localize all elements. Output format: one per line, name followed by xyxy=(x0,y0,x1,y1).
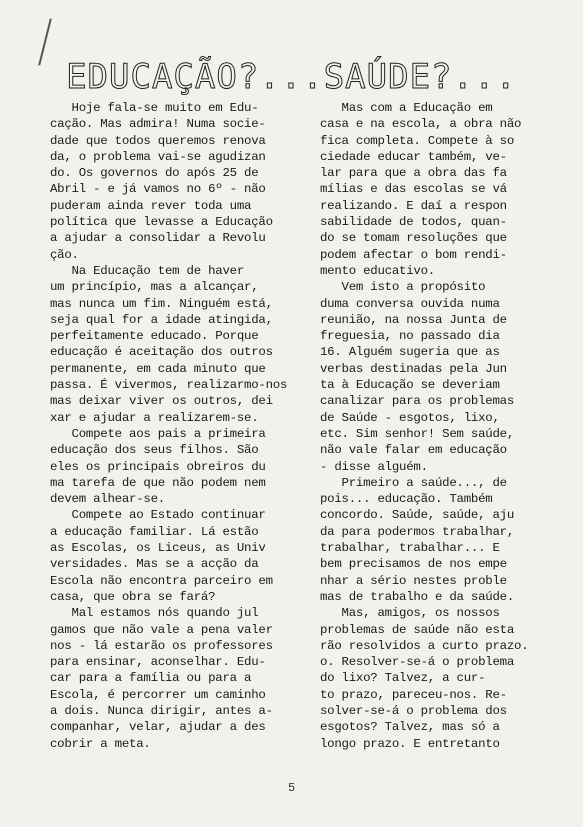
text-line: Mal estamos nós quando jul xyxy=(50,606,259,621)
text-line: ma tarefa de que não podem nem xyxy=(50,475,266,490)
text-line: Primeiro a saúde..., de xyxy=(320,475,507,490)
text-line: mas deixar viver os outros, dei xyxy=(50,394,273,409)
text-line: de Saúde - esgotos, lixo, xyxy=(320,410,500,425)
text-line: rão resolvidos a curto prazo. xyxy=(320,638,529,653)
text-line: nos - lá estarão os professores xyxy=(50,638,273,653)
text-line: companhar, velar, ajudar a des xyxy=(50,720,266,735)
text-line: - disse alguém. xyxy=(320,459,428,474)
text-line: cobrir a meta. xyxy=(50,736,151,751)
text-line: Escola, é percorrer um caminho xyxy=(50,687,266,702)
text-line: educação dos seus filhos. São xyxy=(50,443,259,458)
text-line: Mas com a Educação em xyxy=(320,101,493,115)
text-line: o. Resolver-se-á o problema xyxy=(320,655,515,670)
text-line: solver-se-á o problema dos xyxy=(320,703,507,718)
left-column xyxy=(50,100,305,752)
text-line: duma conversa ouvida numa xyxy=(320,296,500,311)
text-line: Escola não encontra parceiro em xyxy=(50,573,273,588)
text-line: do. Os governos do após 25 de xyxy=(50,166,259,181)
text-line: política que levasse a Educação xyxy=(50,215,273,230)
right-column xyxy=(320,100,550,752)
text-line: bem precisamos de nos empe xyxy=(320,557,507,572)
text-line: casa e na escola, a obra não xyxy=(320,117,522,132)
text-line: 16. Alguém sugeria que as xyxy=(320,345,500,360)
text-line: as Escolas, os Liceus, as Univ xyxy=(50,541,266,556)
text-line: fica completa. Compete à so xyxy=(320,133,515,148)
text-line: Na Educação tem de haver xyxy=(50,263,245,278)
text-line: mento educativo. xyxy=(320,263,435,278)
text-line: Hoje fala-se muito em Edu- xyxy=(50,101,259,115)
text-line: gamos que não vale a pena valer xyxy=(50,622,273,637)
text-line: to prazo, pareceu-nos. Re- xyxy=(320,687,507,702)
text-line: a ajudar a consolidar a Revolu xyxy=(50,231,266,246)
text-line: sabilidade de todos, quan- xyxy=(320,215,507,230)
text-line: passa. É vivermos, realizarmo-nos xyxy=(50,378,288,393)
text-line: Vem isto a propósito xyxy=(320,280,486,295)
text-line: longo prazo. E entretanto xyxy=(320,736,500,751)
text-line: a educação familiar. Lá estão xyxy=(50,524,259,539)
text-line: freguesia, no passado dia xyxy=(320,329,500,344)
page-number: 5 xyxy=(288,781,296,795)
text-line: Compete aos pais a primeira xyxy=(50,426,266,441)
text-line: xar e ajudar a realizarem-se. xyxy=(50,410,259,425)
text-line: ta à Educação se deveriam xyxy=(320,378,500,393)
text-line: Mas, amigos, os nossos xyxy=(320,606,500,621)
text-line: versidades. Mas se a acção da xyxy=(50,557,259,572)
text-line: da, o problema vai-se agudizan xyxy=(50,149,266,164)
text-line: esgotos? Talvez, mas só a xyxy=(320,720,500,735)
text-line: não vale falar em educação xyxy=(320,443,507,458)
text-line: perfeitamente educado. Porque xyxy=(50,329,259,344)
text-line: da para podermos trabalhar, xyxy=(320,524,515,539)
text-line: Abril - e já vamos no 6º - não xyxy=(50,182,266,197)
page-title: EDUCAÇÃO?...SAÚDE?... xyxy=(66,57,517,97)
text-line: para ensinar, aconselhar. Edu- xyxy=(50,655,266,670)
text-line: do lixo? Talvez, a cur- xyxy=(320,671,486,686)
text-line: a dois. Nunca dirigir, antes a- xyxy=(50,703,273,718)
text-line: Compete ao Estado continuar xyxy=(50,508,266,523)
text-line: nhar a sério nestes proble xyxy=(320,573,507,588)
text-line: mas de trabalho e da saúde. xyxy=(320,589,515,604)
text-line: realizando. E daí a respon xyxy=(320,198,507,213)
text-line: cação. Mas admira! Numa socie- xyxy=(50,117,266,132)
text-line: ção. xyxy=(50,247,79,262)
text-line: permanente, em cada minuto que xyxy=(50,361,266,376)
text-line: mas nunca um fim. Ninguém está, xyxy=(50,296,273,311)
text-line: car para a família ou para a xyxy=(50,671,252,686)
text-line: seja qual for a idade atingida, xyxy=(50,312,273,327)
text-line: pois... educação. Também xyxy=(320,492,493,507)
text-line: um princípio, mas a alcançar, xyxy=(50,280,259,295)
text-line: do se tomam resoluções que xyxy=(320,231,507,246)
text-line: trabalhar, trabalhar... E xyxy=(320,541,500,556)
text-line: dade que todos queremos renova xyxy=(50,133,266,148)
text-line: concordo. Saúde, saúde, aju xyxy=(320,508,515,523)
text-line: ciedade educar também, ve- xyxy=(320,149,507,164)
text-line: puderam ainda rever toda uma xyxy=(50,198,252,213)
text-line: canalizar para os problemas xyxy=(320,394,515,409)
text-line: reunião, na nossa Junta de xyxy=(320,312,507,327)
text-line: podem afectar o bom rendi- xyxy=(320,247,507,262)
text-line: lar para que a obra das fa xyxy=(320,166,507,181)
text-line: problemas de saúde não esta xyxy=(320,622,515,637)
text-line: verbas destinadas pela Jun xyxy=(320,361,507,376)
text-line: mílias e das escolas se vá xyxy=(320,182,507,197)
text-line: devem alhear-se. xyxy=(50,492,165,507)
text-line: eles os principais obreiros du xyxy=(50,459,266,474)
text-line: educação é aceitação dos outros xyxy=(50,345,273,360)
text-line: etc. Sim senhor! Sem saúde, xyxy=(320,426,515,441)
text-line: casa, que obra se fará? xyxy=(50,589,216,604)
